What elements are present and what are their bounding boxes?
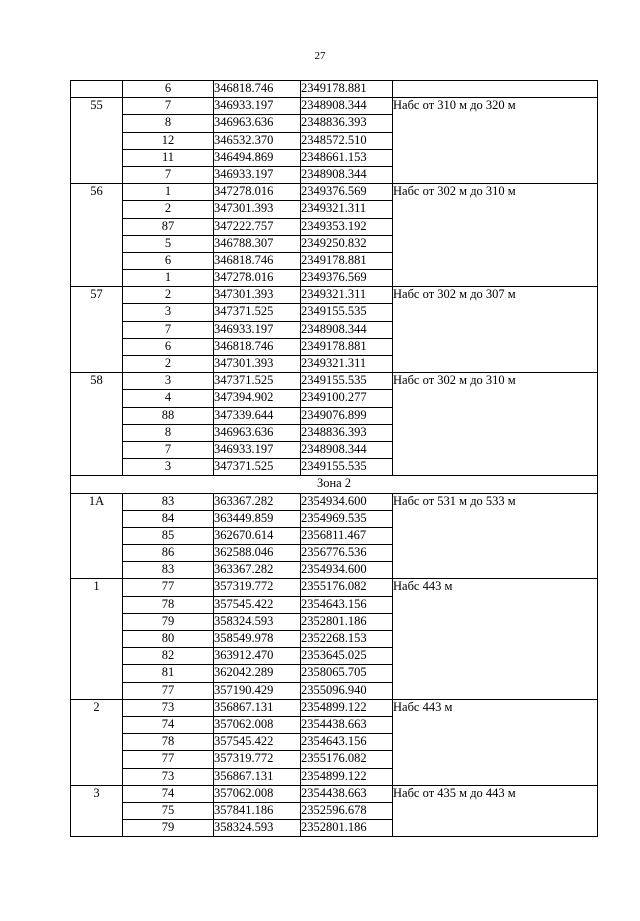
point-number-cell: 77 [123,751,214,768]
point-number-cell: 78 [123,596,214,613]
table-row [71,699,598,716]
x-coordinate-cell: 347222.757 [214,218,301,235]
y-coordinate-cell: 2355096.940 [301,682,393,699]
y-coordinate-cell: 2349321.311 [301,287,393,304]
point-number-cell: 88 [123,407,214,424]
x-coordinate-cell: 347278.016 [214,270,301,287]
point-number-cell: 77 [123,682,214,699]
x-coordinate-cell: 346933.197 [214,441,301,458]
point-number-cell: 7 [123,166,214,183]
coordinates-table [70,80,598,837]
y-coordinate-cell: 2355176.082 [301,579,393,596]
y-coordinate-cell: 2354643.156 [301,596,393,613]
x-coordinate-cell: 346818.746 [214,81,301,98]
point-number-cell: 4 [123,390,214,407]
point-number-cell: 83 [123,562,214,579]
y-coordinate-cell: 2356811.467 [301,527,393,544]
y-coordinate-cell: 2349076.899 [301,407,393,424]
y-coordinate-cell: 2354899.122 [301,768,393,785]
point-number-cell: 8 [123,424,214,441]
point-number-cell: 81 [123,665,214,682]
x-coordinate-cell: 357841.186 [214,802,301,819]
point-number-cell: 73 [123,699,214,716]
elevation-note-cell: Набс 443 м [393,579,598,699]
x-coordinate-cell: 356867.131 [214,768,301,785]
point-number-cell: 8 [123,115,214,132]
x-coordinate-cell: 346963.636 [214,424,301,441]
point-number-cell: 86 [123,545,214,562]
point-number-cell: 82 [123,648,214,665]
x-coordinate-cell: 347278.016 [214,184,301,201]
zone-number-cell: 56 [71,184,123,287]
zone-number-cell: 3 [71,785,123,837]
zone-band-row [71,476,598,493]
y-coordinate-cell: 2354438.663 [301,785,393,802]
x-coordinate-cell: 346963.636 [214,115,301,132]
point-number-cell: 1 [123,270,214,287]
y-coordinate-cell: 2353645.025 [301,648,393,665]
point-number-cell: 11 [123,149,214,166]
y-coordinate-cell: 2348908.344 [301,166,393,183]
point-number-cell: 79 [123,820,214,837]
x-coordinate-cell: 346532.370 [214,132,301,149]
point-number-cell: 2 [123,287,214,304]
x-coordinate-cell: 357319.772 [214,751,301,768]
y-coordinate-cell: 2349178.881 [301,252,393,269]
y-coordinate-cell: 2352801.186 [301,820,393,837]
y-coordinate-cell: 2348908.344 [301,321,393,338]
point-number-cell: 6 [123,81,214,98]
table-row [71,373,598,390]
y-coordinate-cell: 2348908.344 [301,98,393,115]
y-coordinate-cell: 2355176.082 [301,751,393,768]
point-number-cell: 78 [123,734,214,751]
x-coordinate-cell: 347301.393 [214,201,301,218]
x-coordinate-cell: 358324.593 [214,613,301,630]
point-number-cell: 2 [123,201,214,218]
x-coordinate-cell: 347301.393 [214,356,301,373]
y-coordinate-cell: 2349155.535 [301,304,393,321]
zone-number-cell: 1А [71,493,123,579]
x-coordinate-cell: 357545.422 [214,734,301,751]
elevation-note-cell: Набс от 435 м до 443 м [393,785,598,837]
elevation-note-cell: Набс 443 м [393,699,598,785]
x-coordinate-cell: 346933.197 [214,98,301,115]
y-coordinate-cell: 2349178.881 [301,81,393,98]
x-coordinate-cell: 363912.470 [214,648,301,665]
point-number-cell: 3 [123,373,214,390]
point-number-cell: 80 [123,631,214,648]
x-coordinate-cell: 363367.282 [214,493,301,510]
table-row [71,98,598,115]
y-coordinate-cell: 2348836.393 [301,424,393,441]
y-coordinate-cell: 2348836.393 [301,115,393,132]
point-number-cell: 73 [123,768,214,785]
y-coordinate-cell: 2349321.311 [301,201,393,218]
point-number-cell: 6 [123,338,214,355]
elevation-note-cell [393,81,598,98]
x-coordinate-cell: 346818.746 [214,252,301,269]
x-coordinate-cell: 356867.131 [214,699,301,716]
x-coordinate-cell: 346933.197 [214,321,301,338]
x-coordinate-cell: 363449.859 [214,510,301,527]
y-coordinate-cell: 2349100.277 [301,390,393,407]
x-coordinate-cell: 362670.614 [214,527,301,544]
y-coordinate-cell: 2358065.705 [301,665,393,682]
table-row [71,493,598,510]
elevation-note-cell: Набс от 302 м до 310 м [393,373,598,476]
x-coordinate-cell: 362042.289 [214,665,301,682]
table-row [71,184,598,201]
table-row [71,287,598,304]
y-coordinate-cell: 2349178.881 [301,338,393,355]
point-number-cell: 12 [123,132,214,149]
y-coordinate-cell: 2354934.600 [301,562,393,579]
y-coordinate-cell: 2349250.832 [301,235,393,252]
point-number-cell: 3 [123,304,214,321]
x-coordinate-cell: 347339.644 [214,407,301,424]
table-row [71,785,598,802]
x-coordinate-cell: 346933.197 [214,166,301,183]
point-number-cell: 7 [123,321,214,338]
x-coordinate-cell: 357062.008 [214,716,301,733]
y-coordinate-cell: 2352596.678 [301,802,393,819]
y-coordinate-cell: 2354438.663 [301,716,393,733]
y-coordinate-cell: 2354643.156 [301,734,393,751]
x-coordinate-cell: 358324.593 [214,820,301,837]
y-coordinate-cell: 2349155.535 [301,459,393,476]
y-coordinate-cell: 2354934.600 [301,493,393,510]
x-coordinate-cell: 346818.746 [214,338,301,355]
point-number-cell: 79 [123,613,214,630]
coordinates-table-body [71,81,598,837]
y-coordinate-cell: 2349376.569 [301,184,393,201]
point-number-cell: 85 [123,527,214,544]
y-coordinate-cell: 2349353.192 [301,218,393,235]
table-row [71,579,598,596]
x-coordinate-cell: 347394.902 [214,390,301,407]
page-number: 27 [314,50,326,62]
y-coordinate-cell: 2349155.535 [301,373,393,390]
y-coordinate-cell: 2348572.510 [301,132,393,149]
y-coordinate-cell: 2352801.186 [301,613,393,630]
point-number-cell: 87 [123,218,214,235]
point-number-cell: 77 [123,579,214,596]
y-coordinate-cell: 2348661.153 [301,149,393,166]
x-coordinate-cell: 357190.429 [214,682,301,699]
x-coordinate-cell: 363367.282 [214,562,301,579]
y-coordinate-cell: 2349376.569 [301,270,393,287]
zone-number-cell [71,81,123,98]
point-number-cell: 74 [123,716,214,733]
point-number-cell: 2 [123,356,214,373]
zone-number-cell: 57 [71,287,123,373]
y-coordinate-cell: 2348908.344 [301,441,393,458]
point-number-cell: 74 [123,785,214,802]
elevation-note-cell: Набс от 302 м до 310 м [393,184,598,287]
point-number-cell: 7 [123,98,214,115]
y-coordinate-cell: 2356776.536 [301,545,393,562]
elevation-note-cell: Набс от 310 м до 320 м [393,98,598,184]
x-coordinate-cell: 362588.046 [214,545,301,562]
elevation-note-cell: Набс от 531 м до 533 м [393,493,598,579]
zone-number-cell: 58 [71,373,123,476]
point-number-cell: 84 [123,510,214,527]
y-coordinate-cell: 2352268.153 [301,631,393,648]
x-coordinate-cell: 347301.393 [214,287,301,304]
point-number-cell: 83 [123,493,214,510]
x-coordinate-cell: 357319.772 [214,579,301,596]
zone-number-cell: 55 [71,98,123,184]
point-number-cell: 6 [123,252,214,269]
point-number-cell: 75 [123,802,214,819]
x-coordinate-cell: 357062.008 [214,785,301,802]
point-number-cell: 3 [123,459,214,476]
point-number-cell: 5 [123,235,214,252]
x-coordinate-cell: 347371.525 [214,373,301,390]
x-coordinate-cell: 347371.525 [214,459,301,476]
zone-band-title: Зона 2 [71,476,598,493]
x-coordinate-cell: 346788.307 [214,235,301,252]
elevation-note-cell: Набс от 302 м до 307 м [393,287,598,373]
point-number-cell: 1 [123,184,214,201]
x-coordinate-cell: 358549.978 [214,631,301,648]
point-number-cell: 7 [123,441,214,458]
y-coordinate-cell: 2354969.535 [301,510,393,527]
zone-number-cell: 1 [71,579,123,699]
zone-number-cell: 2 [71,699,123,785]
x-coordinate-cell: 346494.869 [214,149,301,166]
table-row [71,81,598,98]
y-coordinate-cell: 2354899.122 [301,699,393,716]
y-coordinate-cell: 2349321.311 [301,356,393,373]
x-coordinate-cell: 357545.422 [214,596,301,613]
x-coordinate-cell: 347371.525 [214,304,301,321]
